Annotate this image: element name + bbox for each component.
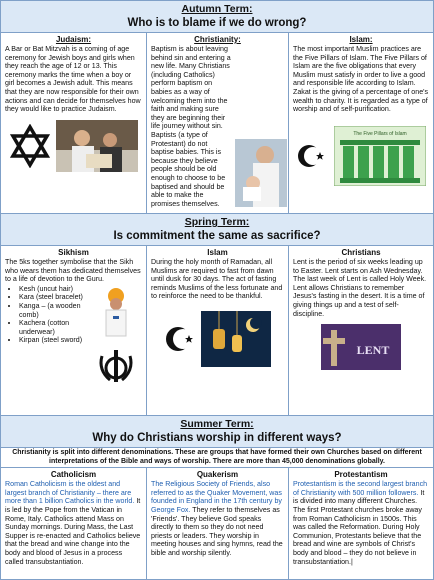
denominations-intro: Christianity is split into different denominations. These are groups that have formed their own Churches based on different interpretations of the Bible and ways of worship. There are more than 45,000 denominations globally. bbox=[1, 448, 433, 468]
judaism-text: A Bar or Bat Mitzvah is a coming of age ceremony for Jewish boys and girls when they reach the age of 12 or 13. This ceremony marks the time when a boy or girl becomes a Jewish adult. This means that they are now responsible for their own actions and can decide for themselves how they would like to practice Judaism. bbox=[5, 45, 141, 114]
lent-text: Lent is the period of six weeks leading up to Easter. Lent starts on Ash Wednesday. The last week of Lent is called Holy Week. Lent allows Christians to remember Jesus's fasting in the desert. It is a time of giving things up and a test of self-discipline. bbox=[293, 258, 427, 318]
christianity-text: Baptism is about leaving behind sin and entering a new life. Many Christians (including Catholics) perform baptism on babies as a way of welcoming them into the faith and making sure they are beginning their life journey without sin. Baptists (a type of Protestant) do not baptise babies. This is because they believe people should be old enough to choose to be baptised and should be able to make the promises themselves. bbox=[151, 45, 231, 208]
autumn-row bbox=[1, 33, 433, 214]
khanda-icon bbox=[96, 346, 136, 386]
quakerism-cell bbox=[147, 468, 289, 580]
judaism-images bbox=[5, 120, 142, 172]
spring-question: Is commitment the same as sacrifice? bbox=[113, 230, 321, 242]
ramadan-images bbox=[151, 311, 284, 367]
catholicism-text-highlight: Roman Catholicism is the oldest and largest branch of Christianity – there are more than 1 billion Catholics in the world. bbox=[5, 480, 135, 506]
spring-header bbox=[1, 214, 433, 246]
crescent-star-icon bbox=[296, 140, 326, 172]
lent-image-box bbox=[293, 324, 429, 370]
quakerism-text-highlight: The Religious Society of Friends, also referred to as the Quaker Movement, was founded in England in the 17th century by George Fox. bbox=[151, 480, 282, 514]
christianity-cell bbox=[147, 33, 289, 213]
sikhism-title: Sikhism bbox=[58, 248, 89, 257]
five-ks-item: • Kesh (uncut hair) bbox=[19, 285, 97, 294]
catholicism-text bbox=[5, 480, 142, 566]
christians-title: Christians bbox=[341, 248, 381, 257]
judaism-title: Judaism: bbox=[55, 35, 92, 44]
sikhism-intro: The 5ks together symbolise that the Sikh who wears them has dedicated themselves to a life of devotion to the Guru. bbox=[5, 258, 141, 284]
sikh-figure-image bbox=[91, 286, 141, 338]
baptism-photo bbox=[235, 139, 287, 207]
islam-spring-title: Islam bbox=[207, 248, 228, 257]
protestantism-text-highlight: Protestantism is the second largest branch of Christianity with 500 million followers. bbox=[293, 480, 428, 497]
five-ks-item: • Kanga – (a wooden comb) bbox=[19, 302, 97, 319]
protestantism-title: Protestantism bbox=[334, 470, 388, 480]
autumn-term-title: Autumn Term: bbox=[181, 3, 253, 15]
five-ks-item: • Kachera (cotton underwear) bbox=[19, 319, 97, 336]
summer-row bbox=[1, 468, 433, 580]
autumn-question: Who is to blame if we do wrong? bbox=[127, 17, 307, 29]
islam-autumn-cell bbox=[289, 33, 433, 213]
summer-question: Why do Christians worship in different ways? bbox=[92, 432, 342, 444]
autumn-header bbox=[1, 1, 433, 33]
five-ks-item: • Kara (steel bracelet) bbox=[19, 293, 97, 302]
christians-cell bbox=[289, 246, 433, 415]
quakerism-text bbox=[151, 480, 284, 557]
five-ks-list bbox=[5, 285, 97, 345]
summer-header bbox=[1, 416, 433, 448]
islam-spring-cell bbox=[147, 246, 289, 415]
star-of-david-icon bbox=[10, 124, 50, 168]
five-pillars-caption: The Five Pillars of Islam bbox=[353, 130, 407, 137]
protestantism-text bbox=[293, 480, 429, 566]
five-pillars-chart bbox=[334, 126, 426, 186]
ramadan-lanterns-image bbox=[201, 311, 271, 367]
judaism-cell bbox=[1, 33, 147, 213]
christianity-title: Christianity: bbox=[194, 35, 241, 44]
catholicism-title: Catholicism bbox=[50, 470, 97, 480]
bar-mitzvah-photo bbox=[56, 120, 138, 172]
spring-row bbox=[1, 246, 433, 416]
summer-term-title: Summer Term: bbox=[180, 418, 254, 430]
protestantism-text-body: It is divided into many different Churches. The first Protestant churches broke away from Roman Catholicism in 1500s. This was called the Reformation. During Holy Communion, Protestants believe that the bread and wine are symbols of Christ's body and blood – they do not believe in transubstantiation.| bbox=[293, 488, 425, 566]
islam-autumn-images bbox=[293, 126, 429, 186]
catholicism-cell bbox=[1, 468, 147, 580]
spring-term-title: Spring Term: bbox=[184, 216, 250, 228]
islam-autumn-text: The most important Muslim practices are the Five Pillars of Islam. The Five Pillars of Islam are the five obligations that every Muslim must satisfy in order to live a good and responsible life according to Islam. Zakat is the giving of a percentage of one's wealth to charity. It is regarded as a type of worship and of self-purification. bbox=[293, 45, 429, 114]
protestantism-cell bbox=[289, 468, 433, 580]
catholicism-text-body: It is led by the Pope from the Vatican in Rome, Italy. Catholics attend Mass on Sunday mornings. During Mass, the Last Supper is re-enacted and Catholics believe that the bread and wine change into the body and blood of Jesus in a process called transubstantiation. bbox=[5, 497, 141, 566]
lent-word: LENT bbox=[356, 343, 390, 358]
five-ks-item: • Kirpan (steel sword) bbox=[19, 336, 97, 345]
islam-autumn-title: Islam: bbox=[349, 35, 373, 44]
lent-cross-image bbox=[321, 324, 401, 370]
sikhism-cell bbox=[1, 246, 147, 415]
ramadan-text: During the holy month of Ramadan, all Muslims are required to fast from dawn until dusk for 30 days. The act of fasting reminds Muslims of the less fortunate and to reinforce the need to be thankful. bbox=[151, 258, 283, 301]
crescent-star-icon bbox=[165, 322, 195, 356]
quakerism-text-body: They refer to themselves as 'Friends'. They believe God speaks directly to them so they do not need priests or leaders. They worship in meeting houses and sing hymns, read the bible and worship silently. bbox=[151, 505, 283, 557]
quakerism-title: Quakerism bbox=[196, 470, 239, 480]
